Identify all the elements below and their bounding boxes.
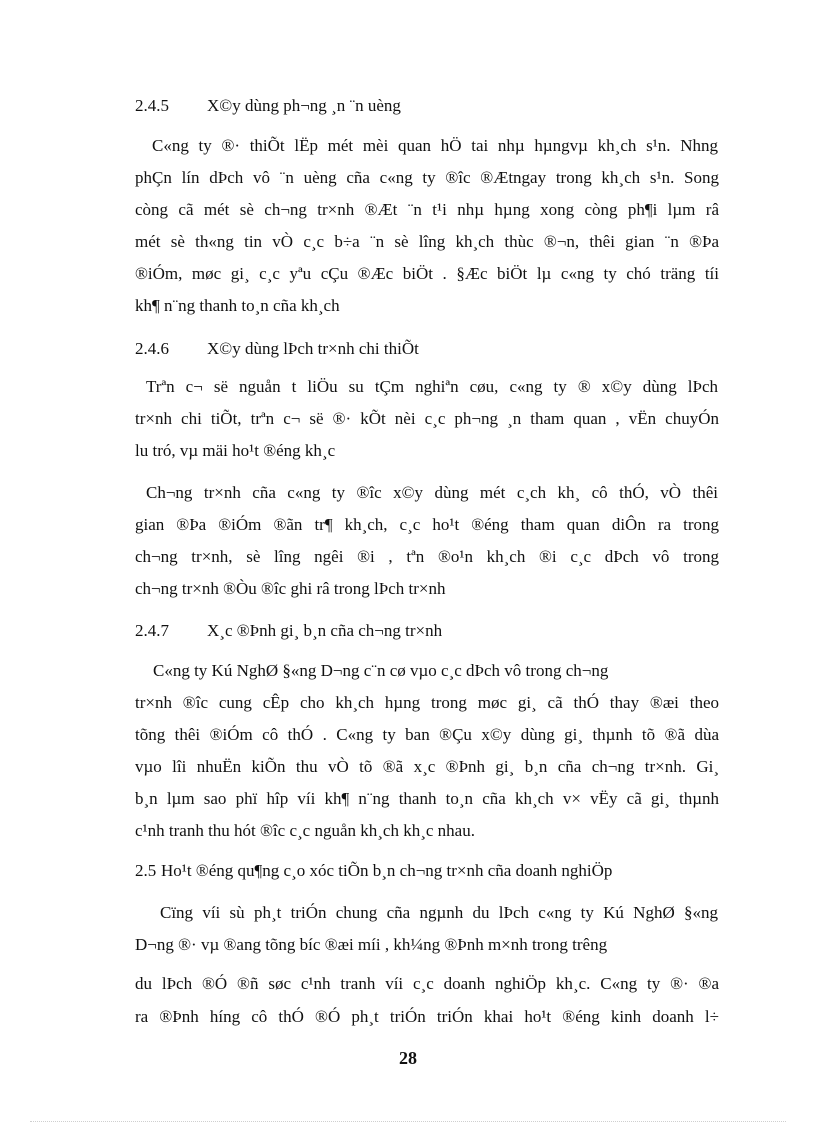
- paragraph-line: b¸n lµm sao phï hîp víi kh¶ n¨ng thanh to¸n cña kh¸ch v× vËy cã gi¸ thµnh: [135, 789, 719, 808]
- section-title: X¸c ®Þnh gi¸ b¸n cña ch¬ng tr×nh: [207, 621, 443, 640]
- paragraph-line: lu tró, vµ mäi ho¹t ®éng kh¸c: [135, 441, 336, 460]
- section-heading-2-4-7: [135, 620, 719, 642]
- section-title: Ho¹t ®éng qu¶ng c¸o xóc tiÕn b¸n ch¬ng tr×nh cña doanh nghiÖp: [161, 861, 613, 880]
- paragraph-line: Cïng víi sù ph¸t triÓn chung cña ngµnh du lÞch c«ng ty Kú NghØ §«ng: [160, 903, 718, 922]
- paragraph-line: tr×nh chi tiÕt, trªn c¬ së ®· kÕt nèi c¸c ph¬ng ¸n tham quan , vËn chuyÓn: [135, 409, 719, 428]
- section-number: 2.5: [135, 861, 157, 880]
- paragraph-line: ch¬ng tr×nh ®Òu ®îc ghi râ trong lÞch tr×nh: [135, 579, 446, 598]
- section-heading-2-5: [135, 860, 719, 882]
- paragraph-line: ®iÓm, møc gi¸ c¸c yªu cÇu ®Æc biÖt . §Æc biÖt lµ c«ng ty chó träng tíi: [135, 264, 719, 283]
- section-number: 2.4.7: [135, 621, 169, 640]
- paragraph-line: gian ®Þa ®iÓm ®ãn tr¶ kh¸ch, c¸c ho¹t ®éng tham quan diÔn ra trong: [135, 515, 719, 534]
- paragraph-line: vµo lîi nhuËn kiÕn thu vÒ tõ ®ã x¸c ®Þnh gi¸ b¸n cña ch¬ng tr×nh. Gi¸: [135, 757, 719, 776]
- page-number: 28: [399, 1048, 417, 1068]
- section-heading-2-4-6: [135, 338, 719, 360]
- paragraph-line: C«ng ty ®· thiÕt lËp mét mèi quan hÖ tai nhµ hµngvµ kh¸ch s¹n. Nhng: [152, 136, 718, 155]
- paragraph-line: D¬ng ®· vµ ®ang tõng bíc ®æi míi , kh¼ng ®Þnh m×nh trong trêng: [135, 935, 608, 954]
- paragraph-line: tõng thêi ®iÓm cô thÓ . C«ng ty ban ®Çu x©y dùng gi¸ thµnh tõ ®ã dùa: [135, 725, 719, 744]
- section-title: X©y dùng ph¬ng ¸n ¨n uèng: [207, 96, 401, 115]
- paragraph-line: ra ®Þnh híng cô thÓ ®Ó ph¸t triÓn triÓn khai ho¹t ®éng kinh doanh l÷: [135, 1007, 719, 1026]
- section-number: 2.4.5: [135, 96, 169, 115]
- paragraph-line: còng cã mét sè ch¬ng tr×nh ®Æt ¨n t¹i nhµ hµng xong còng ph¶i lµm râ: [135, 200, 719, 219]
- paragraph-line: Ch¬ng tr×nh cña c«ng ty ®îc x©y dùng mét c¸ch kh¸ cô thÓ, vÒ thêi: [146, 483, 718, 502]
- section-number: 2.4.6: [135, 339, 169, 358]
- paragraph-line: ch¬ng tr×nh, sè lîng ngêi ®i , tªn ®o¹n kh¸ch ®i c¸c dÞch vô trong: [135, 547, 719, 566]
- section-title: X©y dùng lÞch tr×nh chi thiÕt: [207, 339, 419, 358]
- paragraph-line: phÇn lín dÞch vô ¨n uèng cña c«ng ty ®îc ®Ætngay trong kh¸ch s¹n. Song: [135, 168, 719, 187]
- paragraph-line: C«ng ty Kú NghØ §«ng D¬ng c¨n cø vµo c¸c dÞch vô trong ch¬ng: [153, 661, 609, 680]
- page-bottom-rule: [30, 1121, 786, 1122]
- paragraph-line: du lÞch ®Ó ®ñ søc c¹nh tranh víi c¸c doanh nghiÖp kh¸c. C«ng ty ®· ®a: [135, 974, 719, 993]
- paragraph-line: c¹nh tranh thu hót ®îc c¸c nguån kh¸ch kh¸c nhau.: [135, 821, 475, 840]
- paragraph-line: tr×nh ®îc cung cÊp cho kh¸ch hµng trong møc gi¸ cã thÓ thay ®æi theo: [135, 693, 719, 712]
- paragraph-line: kh¶ n¨ng thanh to¸n cña kh¸ch: [135, 296, 340, 315]
- section-heading-2-4-5: [135, 95, 719, 117]
- paragraph-line: Trªn c¬ së nguån t liÖu su tÇm nghiªn cøu, c«ng ty ® x©y dùng lÞch: [146, 377, 718, 396]
- paragraph-line: mét sè th«ng tin vÒ c¸c b÷a ¨n sè lîng kh¸ch thùc ®¬n, thêi gian ¨n ®Þa: [135, 232, 719, 251]
